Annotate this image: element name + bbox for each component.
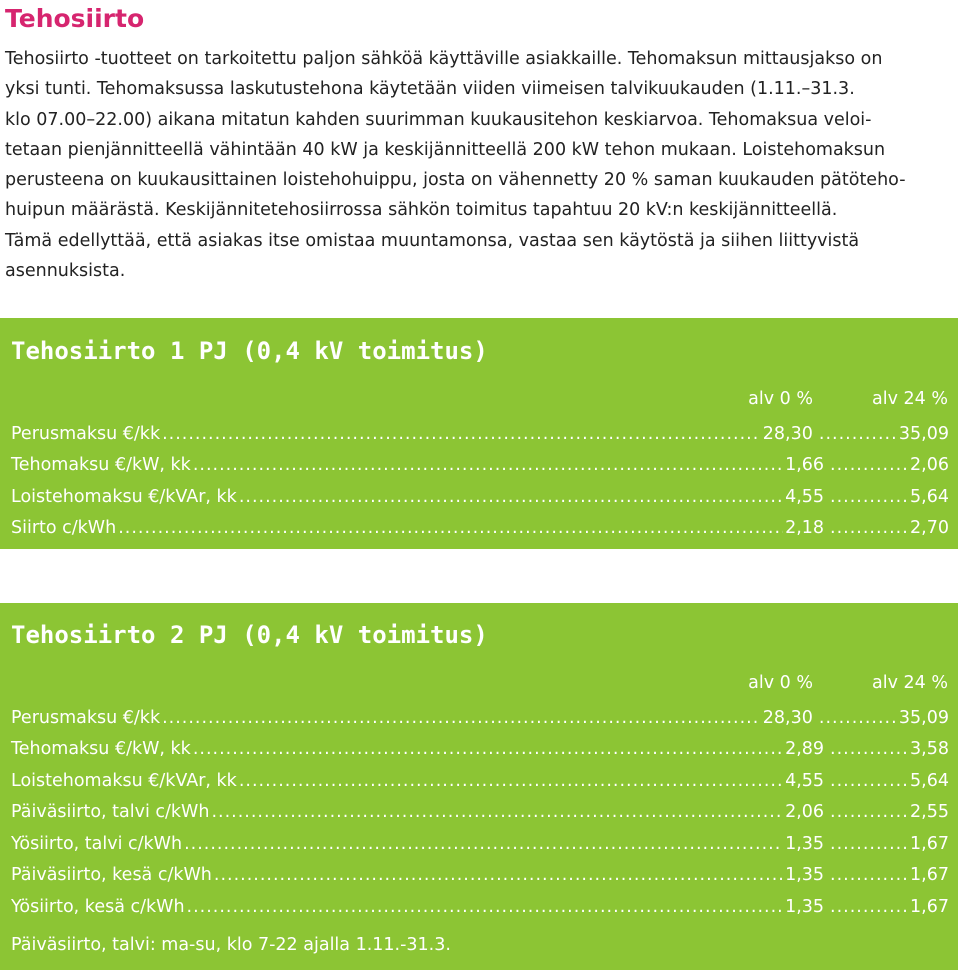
price-row: [11, 418, 949, 450]
price-vat24: 1,67: [910, 833, 949, 854]
price-label: Tehomaksu €/kW, kk: [11, 455, 191, 476]
price-vat24: 1,67: [910, 865, 949, 886]
price-row: [11, 828, 949, 860]
price-list: [11, 418, 949, 544]
price-vat0: 28,30: [762, 423, 813, 444]
dot-leader: [830, 834, 908, 854]
price-panel-tehosiirto-2: [0, 603, 958, 970]
price-vat24: 5,64: [910, 486, 949, 507]
dot-leader: [118, 518, 783, 538]
price-vat0: 2,18: [785, 518, 825, 539]
dot-leader: [187, 897, 784, 917]
price-vat24: 3,58: [910, 739, 949, 760]
intro-line: tetaan pienjännitteellä vähintään 40 kW ja keskijännitteellä 200 kW tehon mukaan. Loistehomaksun: [5, 139, 886, 160]
intro-line: huipun määrästä. Keskijännitetehosiirrossa sähkön toimitus tapahtuu 20 kV:n keskijännitteellä.: [5, 200, 838, 221]
price-label: Loistehomaksu €/kVAr, kk: [11, 770, 237, 791]
dot-leader: [830, 802, 908, 822]
price-label: Tehomaksu €/kW, kk: [11, 739, 191, 760]
price-row: [11, 891, 949, 923]
price-label: Perusmaksu €/kk: [11, 707, 161, 728]
price-vat0: 1,35: [785, 833, 825, 854]
dot-leader: [184, 834, 783, 854]
price-vat0: 1,35: [785, 896, 825, 917]
price-list: [11, 702, 949, 923]
price-row: [11, 734, 949, 766]
price-row: [11, 513, 949, 545]
price-row: [11, 702, 949, 734]
intro-paragraph: [5, 44, 955, 286]
intro-line: yksi tunti. Tehomaksussa laskutustehona käytetään viiden viimeisen talvikuukauden (1.11.–31.3.: [5, 79, 855, 100]
price-row: [11, 860, 949, 892]
intro-line: Tehosiirto -tuotteet on tarkoitettu paljon sähköä käyttäville asiakkaille. Tehomaksun mittausjakso on: [5, 49, 883, 69]
price-label: Yösiirto, talvi c/kWh: [11, 833, 183, 854]
panel-title: Tehosiirto 1 PJ (0,4 kV toimitus): [11, 337, 488, 365]
price-row: [11, 450, 949, 482]
price-label: Päiväsiirto, kesä c/kWh: [11, 865, 212, 886]
price-vat0: 1,35: [785, 865, 825, 886]
dot-leader: [162, 424, 761, 444]
dot-leader: [830, 487, 908, 507]
price-vat24: 2,06: [910, 455, 949, 476]
price-vat0: 2,06: [785, 802, 825, 823]
dot-leader: [830, 897, 908, 917]
dot-leader: [162, 708, 761, 728]
column-header-vat0: alv 0 %: [748, 389, 813, 409]
price-vat0: 1,66: [785, 455, 825, 476]
price-vat0: 2,89: [785, 739, 825, 760]
price-vat24: 2,55: [910, 802, 949, 823]
intro-line: Tämä edellyttää, että asiakas itse omistaa muuntamonsa, vastaa sen käytöstä ja siihen liittyvistä: [5, 230, 860, 251]
price-label: Loistehomaksu €/kVAr, kk: [11, 486, 237, 507]
dot-leader: [211, 802, 783, 822]
intro-line: asennuksista.: [5, 261, 126, 282]
dot-leader: [819, 424, 897, 444]
dot-leader: [239, 771, 783, 791]
price-vat0: 28,30: [762, 707, 813, 728]
price-row: [11, 765, 949, 797]
price-label: Päiväsiirto, talvi c/kWh: [11, 802, 210, 823]
dot-leader: [830, 739, 908, 759]
panel-title: Tehosiirto 2 PJ (0,4 kV toimitus): [11, 621, 488, 649]
dot-leader: [830, 771, 908, 791]
price-vat24: 2,70: [910, 518, 949, 539]
price-vat24: 1,67: [910, 896, 949, 917]
price-label: Yösiirto, kesä c/kWh: [11, 896, 185, 917]
column-header-vat24: alv 24 %: [872, 389, 948, 409]
footnote: Päiväsiirto, talvi: ma-su, klo 7-22 ajalla 1.11.-31.3.: [11, 935, 451, 955]
dot-leader: [830, 455, 908, 475]
price-vat0: 4,55: [785, 486, 825, 507]
price-label: Siirto c/kWh: [11, 518, 117, 539]
price-vat24: 35,09: [898, 423, 949, 444]
price-panel-tehosiirto-1: [0, 318, 958, 549]
price-vat0: 4,55: [785, 770, 825, 791]
dot-leader: [193, 739, 783, 759]
price-row: [11, 481, 949, 513]
price-row: [11, 797, 949, 829]
page-title: Tehosiirto: [5, 4, 145, 33]
dot-leader: [214, 865, 783, 885]
intro-line: klo 07.00–22.00) aikana mitatun kahden suurimman kuukausitehon keskiarvoa. Tehomaksua veloi-: [5, 109, 872, 130]
dot-leader: [830, 518, 908, 538]
dot-leader: [830, 865, 908, 885]
price-vat24: 35,09: [898, 707, 949, 728]
dot-leader: [193, 455, 783, 475]
price-label: Perusmaksu €/kk: [11, 423, 161, 444]
column-header-vat24: alv 24 %: [872, 673, 948, 693]
intro-line: perusteena on kuukausittainen loistehohuippu, josta on vähennetty 20 % saman kuukauden pätöteho-: [5, 170, 906, 191]
dot-leader: [239, 487, 783, 507]
price-vat24: 5,64: [910, 770, 949, 791]
column-header-vat0: alv 0 %: [748, 673, 813, 693]
dot-leader: [819, 708, 897, 728]
